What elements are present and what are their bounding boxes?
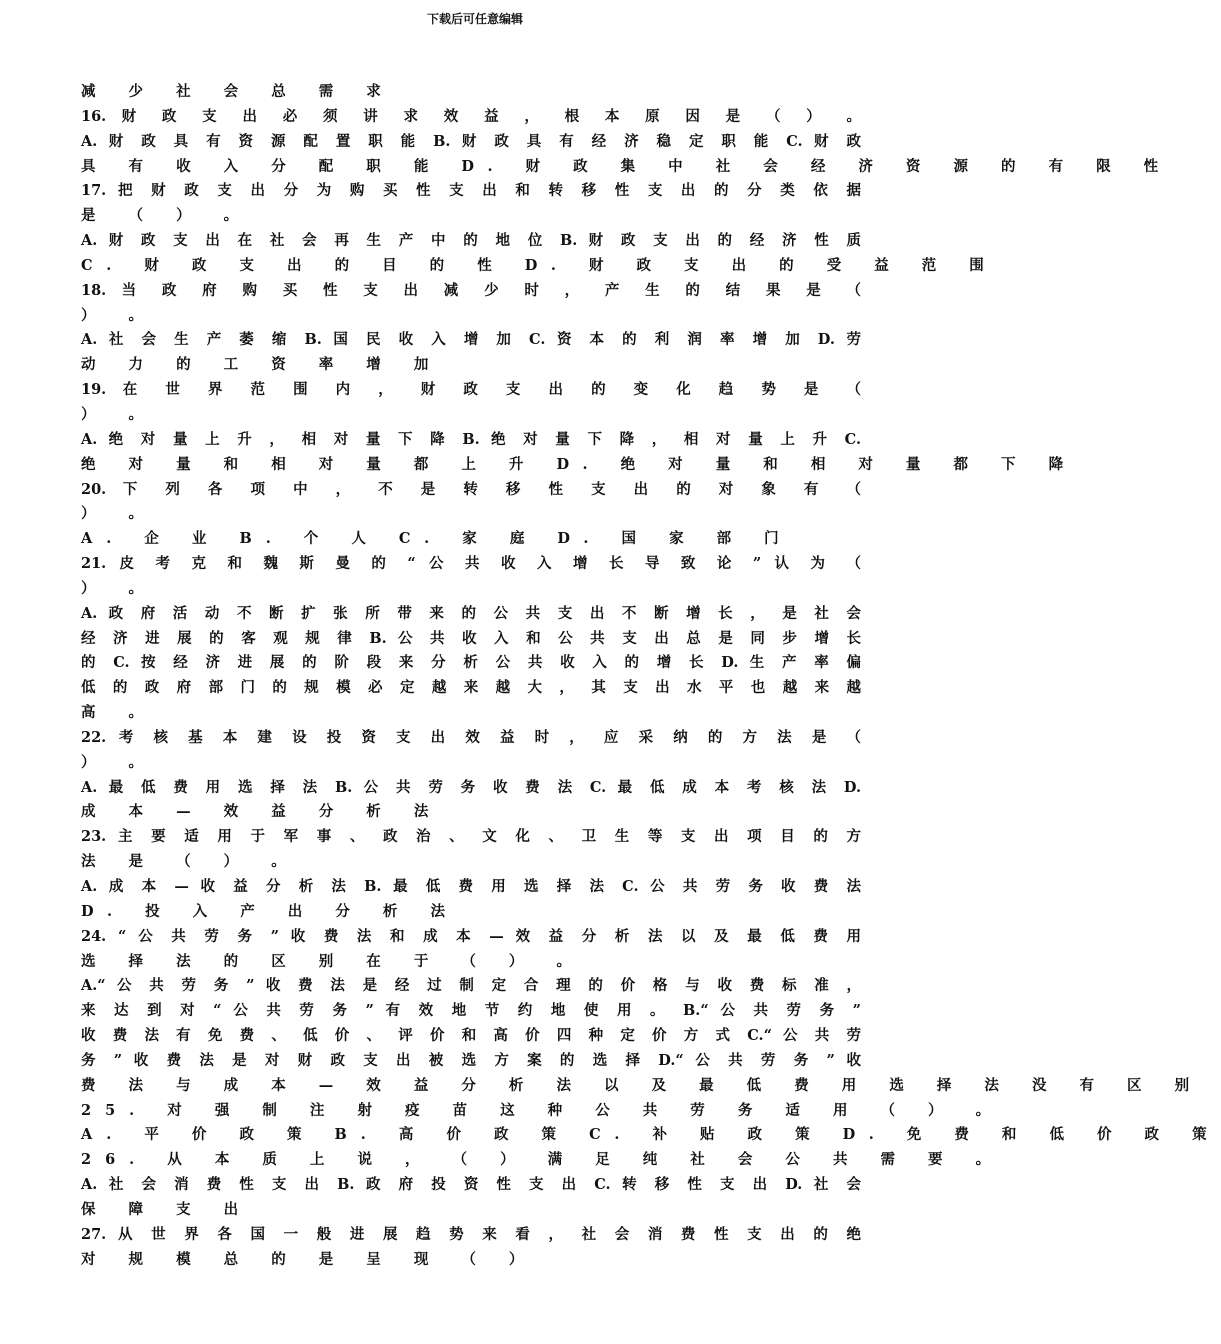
text-line: 费 法 与 成 本 — 效 益 分 析 法 以 及 最 低 费 用 选 择 法 没 有 区 别	[81, 1076, 1204, 1094]
text-line: 高 。	[81, 704, 158, 722]
text-line: D. 投 入 产 出 分 析 法	[81, 902, 459, 920]
text-line: 21. 皮 考 克 和 魏 斯 曼 的 “ 公 共 收 入 增 长 导 致 论 ” 认 为 （	[81, 555, 861, 573]
text-line: 保 障 支 出	[81, 1200, 253, 1218]
text-line: 20. 下 列 各 项 中 ， 不 是 转 移 性 支 出 的 对 象 有 （	[81, 480, 861, 498]
text-line: 减 少 社 会 总 需 求	[81, 83, 395, 100]
text-line: 17. 把 财 政 支 出 分 为 购 买 性 支 出 和 转 移 性 支 出 的 分 类 依 据	[81, 182, 861, 200]
text-line: ） 。	[81, 405, 158, 423]
text-line: 22. 考 核 基 本 建 设 投 资 支 出 效 益 时 ， 应 采 纳 的 方 法 是 （	[81, 728, 861, 746]
text-line: A. 绝 对 量 上 升 ， 相 对 量 下 降 B. 绝 对 量 下 降 ， 相 对 量 上 升 C.	[81, 430, 861, 448]
text-line: 来 达 到 对 “ 公 共 劳 务 ” 有 效 地 节 约 地 使 用 。 B.“ 公 共 劳 务 ”	[81, 1002, 861, 1020]
text-line: A. 成 本 — 收 益 分 析 法 B. 最 低 费 用 选 择 法 C. 公 共 劳 务 收 费 法	[81, 878, 861, 895]
text-line: 24. “ 公 共 劳 务 ” 收 费 法 和 成 本 — 效 益 分 析 法 以 及 最 低 费 用	[81, 927, 861, 945]
text-line: 具 有 收 入 分 配 职 能 D. 财 政 集 中 社 会 经 济 资 源 的 有 限 性	[81, 157, 1173, 175]
text-line: 动 力 的 工 资 率 增 加	[81, 356, 443, 374]
text-line: 低 的 政 府 部 门 的 规 模 必 定 越 来 越 大 ， 其 支 出 水 平 也 越 来 越	[81, 679, 861, 697]
text-line: 选 择 法 的 区 别 在 于 （ ） 。	[81, 952, 585, 970]
text-line: 务 ” 收 费 法 是 对 财 政 支 出 被 选 方 案 的 选 择 D.“ 公 共 劳 务 ” 收	[81, 1051, 861, 1069]
text-line: A. 企 业 B. 个 人 C. 家 庭 D. 国 家 部 门	[81, 530, 793, 548]
text-line: 法 是 （ ） 。	[81, 853, 300, 871]
text-line: ） 。	[81, 753, 158, 771]
text-line: ） 。	[81, 306, 158, 324]
text-line: A. 最 低 费 用 选 择 法 B. 公 共 劳 务 收 费 法 C. 最 低 成 本 考 核 法 D.	[81, 778, 861, 796]
text-line: A.“ 公 共 劳 务 ” 收 费 法 是 经 过 制 定 合 理 的 价 格 与 收 费 标 准 ，	[81, 977, 861, 995]
text-line: ） 。	[81, 579, 158, 597]
text-line: 绝 对 量 和 相 对 量 都 上 升 D. 绝 对 量 和 相 对 量 都 下 降	[81, 455, 1078, 473]
text-line: 对 规 模 总 的 是 呈 现 （ ）	[81, 1250, 538, 1268]
text-line: 是 （ ） 。	[81, 207, 253, 225]
text-line: A. 平 价 政 策 B. 高 价 政 策 C. 补 贴 政 策 D. 免 费 和 低 价 政 策	[81, 1126, 1221, 1144]
text-line: 23. 主 要 适 用 于 军 事 、 政 治 、 文 化 、 卫 生 等 支 出 项 目 的 方	[81, 828, 861, 846]
text-line: A. 社 会 生 产 萎 缩 B. 国 民 收 入 增 加 C. 资 本 的 利 润 率 增 加 D. 劳	[81, 331, 861, 349]
text-line: A. 社 会 消 费 性 支 出 B. 政 府 投 资 性 支 出 C. 转 移 性 支 出 D. 社 会	[81, 1176, 861, 1194]
text-line: 经 济 进 展 的 客 观 规 律 B. 公 共 收 入 和 公 共 支 出 总 是 同 步 增 长	[81, 629, 861, 647]
text-line: 成 本 — 效 益 分 析 法	[81, 803, 443, 821]
text-line: 25. 对 强 制 注 射 疫 苗 这 种 公 共 劳 务 适 用 （ ） 。	[81, 1101, 1005, 1119]
text-line: ） 。	[81, 505, 158, 523]
text-line: 27. 从 世 界 各 国 一 般 进 展 趋 势 来 看 ， 社 会 消 费 性 支 出 的 绝	[81, 1225, 861, 1243]
document-body	[81, 80, 1221, 1273]
text-line: A. 财 政 支 出 在 社 会 再 生 产 中 的 地 位 B. 财 政 支 出 的 经 济 性 质	[81, 232, 861, 250]
text-line: 18. 当 政 府 购 买 性 支 出 减 少 时 ， 产 生 的 结 果 是 （	[81, 281, 861, 299]
text-line: 的 C. 按 经 济 进 展 的 阶 段 来 分 析 公 共 收 入 的 增 长 D. 生 产 率 偏	[81, 654, 861, 672]
text-line: 19. 在 世 界 范 围 内 ， 财 政 支 出 的 变 化 趋 势 是 （	[81, 381, 861, 399]
text-line: 26. 从 本 质 上 说 ， （ ） 满 足 纯 社 会 公 共 需 要 。	[81, 1151, 1005, 1169]
page-header: 下载后可任意编辑	[426, 12, 523, 26]
text-line: 收 费 法 有 免 费 、 低 价 、 评 价 和 高 价 四 种 定 价 方 式 C.“ 公 共 劳	[81, 1027, 861, 1045]
text-line: C. 财 政 支 出 的 目 的 性 D. 财 政 支 出 的 受 益 范 围	[81, 256, 998, 274]
text-line: A. 财 政 具 有 资 源 配 置 职 能 B. 财 政 具 有 经 济 稳 定 职 能 C. 财 政	[81, 132, 861, 150]
text-line: 16. 财 政 支 出 必 须 讲 求 效 益 ， 根 本 原 因 是 （ ） 。	[81, 107, 861, 125]
text-line: A. 政 府 活 动 不 断 扩 张 所 带 来 的 公 共 支 出 不 断 增 长 ， 是 社 会	[81, 604, 861, 622]
